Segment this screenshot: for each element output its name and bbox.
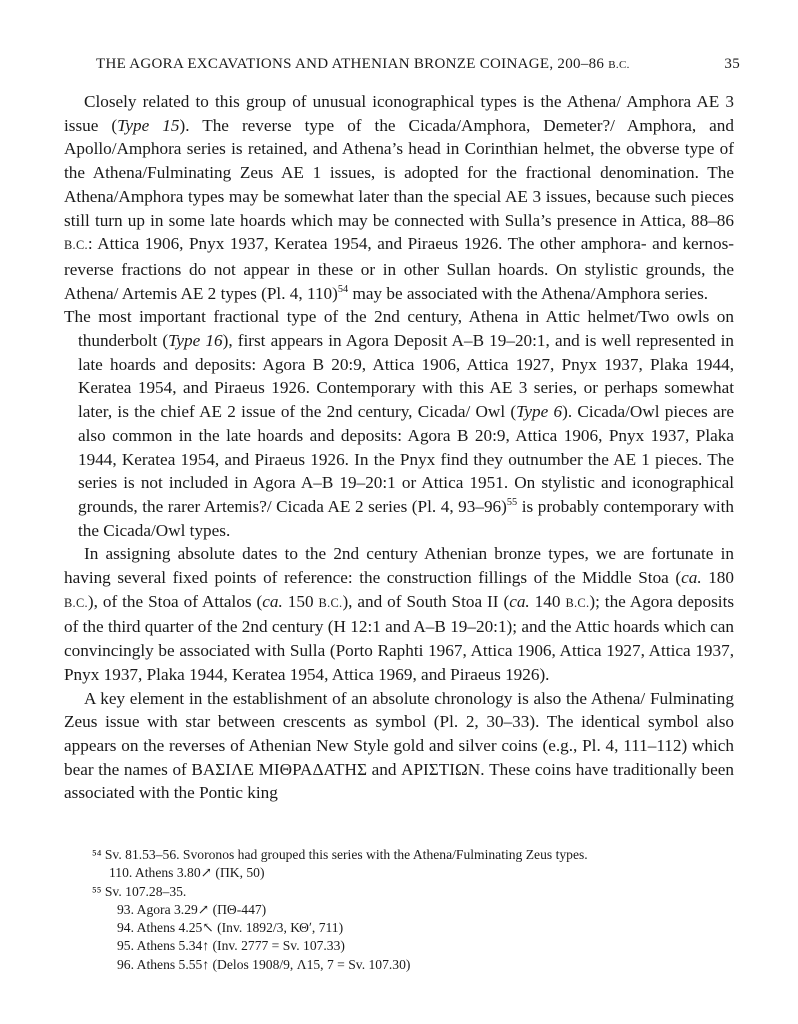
footnote-entry: 94. Athens 4.25↖ (Inv. 1892/3, ΚΘʹ, 711) — [117, 920, 344, 936]
page-number: 35 — [724, 56, 740, 72]
footnote-55: ⁵⁵ Sv. 107.28–35. — [92, 883, 187, 899]
body-text — [64, 90, 734, 805]
footnote-ref-55: 55 — [506, 496, 518, 508]
running-title: THE AGORA EXCAVATIONS AND ATHENIAN BRONZE COINAGE, 200–86 B.C. — [96, 56, 630, 72]
paragraph-3: In assigning absolute dates to the 2nd century Athenian bronze types, we are fortunate in having several fixed points of reference: the construction fillings of the Middle Stoa (ca. 180 B.C.), of the Stoa of Attalos (ca. 150 B.C.), and of South Stoa II (ca. 140 B.C.); the Agora deposits of the third quarter of the 2nd century (H 12:1 and A–B 19–20:1); and the Attic hoards which can convincingly be associated with Sulla (Porto Raphti 1967, Attica 1906, Attica 1927, Attica 1937, Pnyx 1937, Plaka 1944, Keratea 1954, Attica 1969, and Piraeus 1926). — [64, 544, 735, 684]
paragraph-1: Closely related to this group of unusual iconographical types is the Athena/ Amphora AE 3 issue (Type 15). The reverse type of the Cicada/Amphora, Demeter?/ Amphora, and Apollo/Amphora series is retained, and Athena’s head in Corinthian helmet, the obverse type of the Athena/Fulminating Zeus AE 1 issues, is adopted for the fractional denomination. The Athena/Amphora types may be somewhat later than the special AE 3 issues, because such pieces still turn up in some late hoards which may be connected with Sulla’s presence in Attica, 88–86 B.C.: Attica 1906, Pnyx 1937, Keratea 1954, and Piraeus 1926. The other amphora- and kernos-reverse fractions do not appear in these or in other Sullan hoards. On stylistic grounds, the Athena/ Artemis AE 2 types (Pl. 4, 110)$^{54}$ may be associated with the Athena/Amphora series. — [64, 92, 734, 303]
running-header — [96, 56, 740, 73]
footnote-entry: 93. Agora 3.29↗ (ΠΘ-447) — [117, 901, 267, 917]
footnote-entry: 110. Athens 3.80↗ (ΠΚ, 50) — [109, 865, 265, 881]
paragraph-2: The most important fractional type of the 2nd century, Athena in Attic helmet/Two owls on thunderbolt (Type 16), first appears in Agora Deposit A–B 19–20:1, and is well represented in late hoards and deposits: Agora B 20:9, Attica 1906, Attica 1927, Pnyx 1937, Plaka 1944, Keratea 1954, and Piraeus 1926. Contemporary with this AE 3 series, or perhaps somewhat later, is the chief AE 2 issue of the 2nd century, Cicada/ Owl (Type 6). Cicada/Owl pieces are also common in the late hoards and deposits: Agora B 20:9, Attica 1906, Pnyx 1937, Plaka 1944, Keratea 1954, and Piraeus 1926. In the Pnyx find they outnumber the AE 1 pieces. The series is not included in Agora A–B 19–20:1 or Attica 1951. On stylistic and iconographical grounds, the rarer Artemis?/ Cicada AE 2 series (Pl. 4, 93–96)$^{55}$ is probably contemporary with the Cicada/Owl types. — [64, 307, 734, 540]
paragraph-4: A key element in the establishment of an absolute chronology is also the Athena/ Fulminating Zeus issue with star between crescents as symbol (Pl. 2, 30–33). The identical symbol also appears on the reverses of Athenian New Style gold and silver coins (e.g., Pl. 4, 111–112) which bear the names of ΒΑΣΙΛΕ ΜΙΘΡΑΔΑΤΗΣ and ΑΡΙΣΤΙΩΝ. These coins have traditionally been associated with the Pontic king — [64, 688, 734, 803]
footnotes — [92, 846, 732, 974]
footnote-entry: 95. Athens 5.34↑ (Inv. 2777 = Sv. 107.33) — [117, 938, 345, 954]
footnote-ref-54: 54 — [337, 283, 349, 295]
footnote-54: ⁵⁴ Sv. 81.53–56. Svoronos had grouped this series with the Athena/Fulminating Zeus types. — [92, 847, 588, 862]
footnote-entry: 96. Athens 5.55↑ (Delos 1908/9, Λ15, 7 = Sv. 107.30) — [117, 956, 411, 972]
